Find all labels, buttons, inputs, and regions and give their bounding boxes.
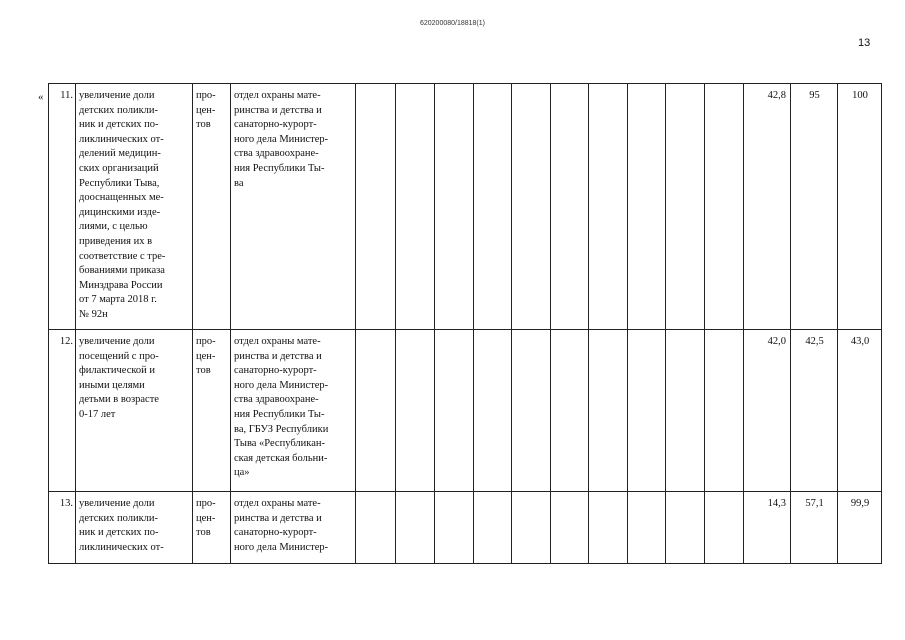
empty-cell bbox=[512, 330, 551, 492]
empty-cell bbox=[356, 330, 396, 492]
empty-cell bbox=[396, 84, 435, 330]
value-cell: 100 bbox=[838, 84, 882, 330]
empty-cell bbox=[589, 330, 628, 492]
responsible-cell: отдел охраны мате- ринства и детства и санаторно-курорт- ного дела Министер- ства здравоохране- ния Республики Ты- ва, ГБУЗ Республики Тыва «Республикан- ская детская больни- ца» bbox=[231, 330, 356, 492]
indicator-name: увеличение доли детских поликли- ник и детских по- ликлинических от- bbox=[76, 492, 193, 564]
empty-cell bbox=[551, 330, 589, 492]
value-cell: 95 bbox=[791, 84, 838, 330]
empty-cell bbox=[474, 330, 512, 492]
page-number: 13 bbox=[858, 37, 871, 49]
empty-cell bbox=[666, 84, 705, 330]
empty-cell bbox=[512, 492, 551, 564]
opening-quote-mark: « bbox=[38, 91, 44, 103]
responsible-cell: отдел охраны мате- ринства и детства и санаторно-курорт- ного дела Министер- ства здравоохране- ния Республики Ты- ва bbox=[231, 84, 356, 330]
indicator-name: увеличение доли детских поликли- ник и детских по- ликлинических от- делений медицин- ских организаций Республики Тыва, дооснащенных ме- дицинскими изде- лиями, с целью приведения их в соответствие с тре- бованиями приказа Минздрава России от 7 марта 2018 г. № 92н bbox=[76, 84, 193, 330]
empty-cell bbox=[474, 492, 512, 564]
empty-cell bbox=[435, 492, 474, 564]
unit-cell: про- цен- тов bbox=[193, 84, 231, 330]
responsible-cell: отдел охраны мате- ринства и детства и санаторно-курорт- ного дела Министер- bbox=[231, 492, 356, 564]
unit-cell: про- цен- тов bbox=[193, 330, 231, 492]
empty-cell bbox=[628, 84, 666, 330]
table-row bbox=[49, 84, 882, 330]
value-cell: 57,1 bbox=[791, 492, 838, 564]
value-cell: 42,0 bbox=[744, 330, 791, 492]
unit-cell: про- цен- тов bbox=[193, 492, 231, 564]
indicators-table bbox=[48, 83, 882, 564]
empty-cell bbox=[396, 492, 435, 564]
table-row bbox=[49, 330, 882, 492]
value-cell: 14,3 bbox=[744, 492, 791, 564]
empty-cell bbox=[396, 330, 435, 492]
value-cell: 42,5 bbox=[791, 330, 838, 492]
empty-cell bbox=[666, 492, 705, 564]
row-number: 13. bbox=[49, 492, 76, 564]
value-cell: 99,9 bbox=[838, 492, 882, 564]
empty-cell bbox=[551, 84, 589, 330]
value-cell: 43,0 bbox=[838, 330, 882, 492]
table-row bbox=[49, 492, 882, 564]
empty-cell bbox=[435, 330, 474, 492]
document-id: 620200080/18818(1) bbox=[419, 20, 485, 27]
empty-cell bbox=[435, 84, 474, 330]
empty-cell bbox=[356, 84, 396, 330]
empty-cell bbox=[705, 84, 744, 330]
empty-cell bbox=[551, 492, 589, 564]
row-number: 11. bbox=[49, 84, 76, 330]
row-number: 12. bbox=[49, 330, 76, 492]
empty-cell bbox=[512, 84, 551, 330]
empty-cell bbox=[356, 492, 396, 564]
empty-cell bbox=[589, 492, 628, 564]
empty-cell bbox=[628, 330, 666, 492]
empty-cell bbox=[705, 330, 744, 492]
empty-cell bbox=[589, 84, 628, 330]
empty-cell bbox=[666, 330, 705, 492]
empty-cell bbox=[705, 492, 744, 564]
value-cell: 42,8 bbox=[744, 84, 791, 330]
indicator-name: увеличение доли посещений с про- филактической и иными целями детьми в возрасте 0-17 лет bbox=[76, 330, 193, 492]
empty-cell bbox=[628, 492, 666, 564]
empty-cell bbox=[474, 84, 512, 330]
